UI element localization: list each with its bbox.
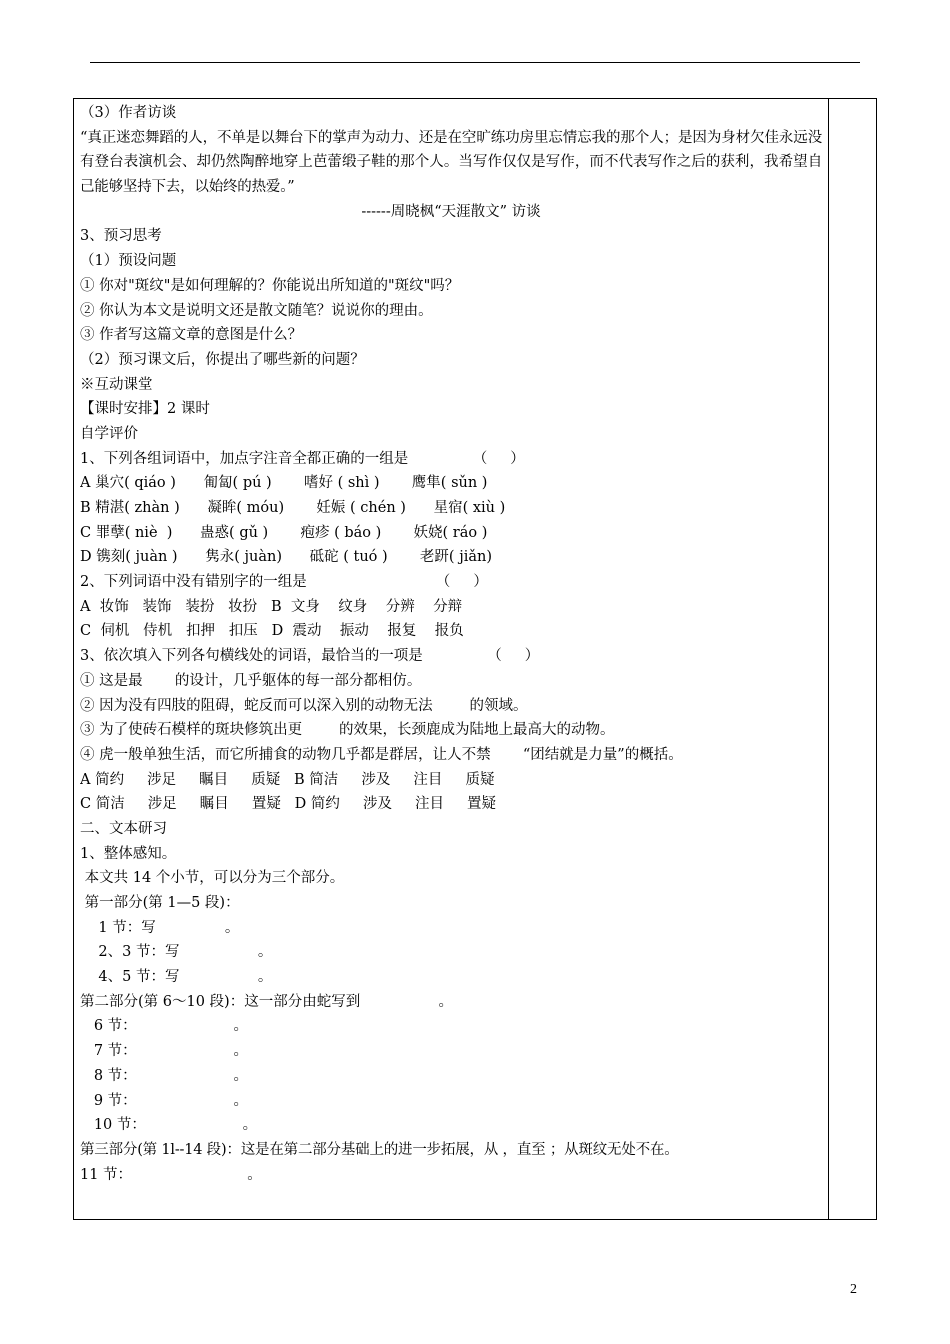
text-line: ------周晓枫“天涯散文” 访谈	[361, 203, 541, 220]
text-line: ② 因为没有四肢的阻碍，蛇反而可以深入别的动物无法 的领域。	[80, 697, 528, 714]
text-line: （3）作者访谈	[80, 105, 177, 121]
text-line: （2）预习课文后，你提出了哪些新的问题？	[80, 351, 365, 368]
text-line: 3、依次填入下列各句横线处的词语，最恰当的一项是 （ ）	[80, 648, 540, 665]
text-line: B 精湛( zhàn ) 凝眸( móu) 妊娠 ( chén ) 星宿( xiù )	[80, 500, 506, 517]
document-body	[80, 101, 822, 1187]
text-line: “真正迷恋舞蹈的人，不单是以舞台下的掌声为动力、还是在空旷练功房里忘情忘我的那个人；是因为身材欠佳永远没有登台表演机会、却仍然陶醉地穿上芭蕾缎子鞋的那个人。当写作仅仅是写作，而不代表写作之后的获利，我希望自己能够坚持下去，以始终的热爱。”	[80, 129, 822, 196]
text-line: ③ 为了使砖石模样的斑块修筑出更 的效果，长颈鹿成为陆地上最高大的动物。	[80, 722, 615, 739]
text-line: 4、5 节：写 。	[80, 969, 273, 986]
text-line: C 简洁 涉足 瞩目 置疑 D 简约 涉及 注目 置疑	[80, 796, 497, 813]
text-line: ③ 作者写这篇文章的意图是什么？	[80, 327, 303, 344]
text-line: ② 你认为本文是说明文还是散文随笔？说说你的理由。	[80, 302, 433, 319]
text-line: 2、下列词语中没有错别字的一组是 （ ）	[80, 574, 488, 591]
text-line: 第一部分(第 1—5 段)：	[80, 895, 240, 912]
text-line: A 妆饰 装饰 装扮 妆扮 B 文身 纹身 分辨 分辩	[80, 598, 463, 615]
text-line: 1、下列各组词语中，加点字注音全都正确的一组是 （ ）	[80, 450, 525, 467]
text-line: A 巢穴( qiáo ) 匍匐( pú ) 嗜好 ( shì ) 鹰隼( sǔn )	[80, 475, 488, 492]
text-line: 1、整体感知。	[80, 845, 177, 862]
text-line: A 简约 涉足 瞩目 质疑 B 简洁 涉及 注目 质疑	[80, 771, 495, 788]
text-line: 2、3 节：写 。	[80, 944, 273, 961]
text-line: ① 这是最 的设计，几乎躯体的每一部分都相仿。	[80, 672, 422, 689]
text-line: 11 节： 。	[80, 1166, 262, 1183]
page-number: 2	[850, 1282, 857, 1297]
text-line: C 罪孽( niè ) 蛊惑( gǔ ) 疱疹 ( báo ) 妖娆( ráo )	[80, 524, 488, 541]
text-line: 【课时安排】2 课时	[80, 401, 210, 418]
margin-column-divider	[828, 98, 829, 1220]
text-line: 第二部分(第 6～10 段)：这一部分由蛇写到 。	[80, 993, 454, 1010]
text-line: 第三部分(第 1l--14 段)：这是在第二部分基础上的进一步拓展，从 ，直至 ；从斑纹无处不在。	[80, 1141, 679, 1158]
text-line: D 镌刻( juàn ) 隽永( juàn) 砥砣 ( tuó ) 老趼( jiǎn)	[80, 549, 492, 566]
text-line: 3、预习思考	[80, 228, 162, 245]
text-line: 7 节： 。	[80, 1043, 248, 1060]
text-line: ④ 虎一般单独生活，而它所捕食的动物几乎都是群居，让人不禁 “团结就是力量”的概括。	[80, 746, 683, 763]
text-line: 自学评价	[80, 425, 138, 442]
text-line: 9 节： 。	[80, 1092, 248, 1109]
text-line: 二、文本研习	[80, 820, 167, 837]
text-line: C 伺机 侍机 扣押 扣压 D 震动 振动 报复 报负	[80, 623, 464, 640]
text-line: ① 你对"斑纹"是如何理解的？你能说出所知道的"斑纹"吗？	[80, 277, 460, 294]
header-rule	[90, 62, 860, 63]
text-line: 8 节： 。	[80, 1067, 248, 1084]
text-line: 1 节：写 。	[80, 919, 240, 936]
text-line: （1）预设问题	[80, 253, 177, 270]
text-line: 6 节： 。	[80, 1018, 248, 1035]
text-line: 10 节： 。	[80, 1117, 258, 1134]
text-line: ※互动课堂	[80, 376, 153, 393]
text-line: 本文共 14 个小节，可以分为三个部分。	[80, 870, 345, 887]
